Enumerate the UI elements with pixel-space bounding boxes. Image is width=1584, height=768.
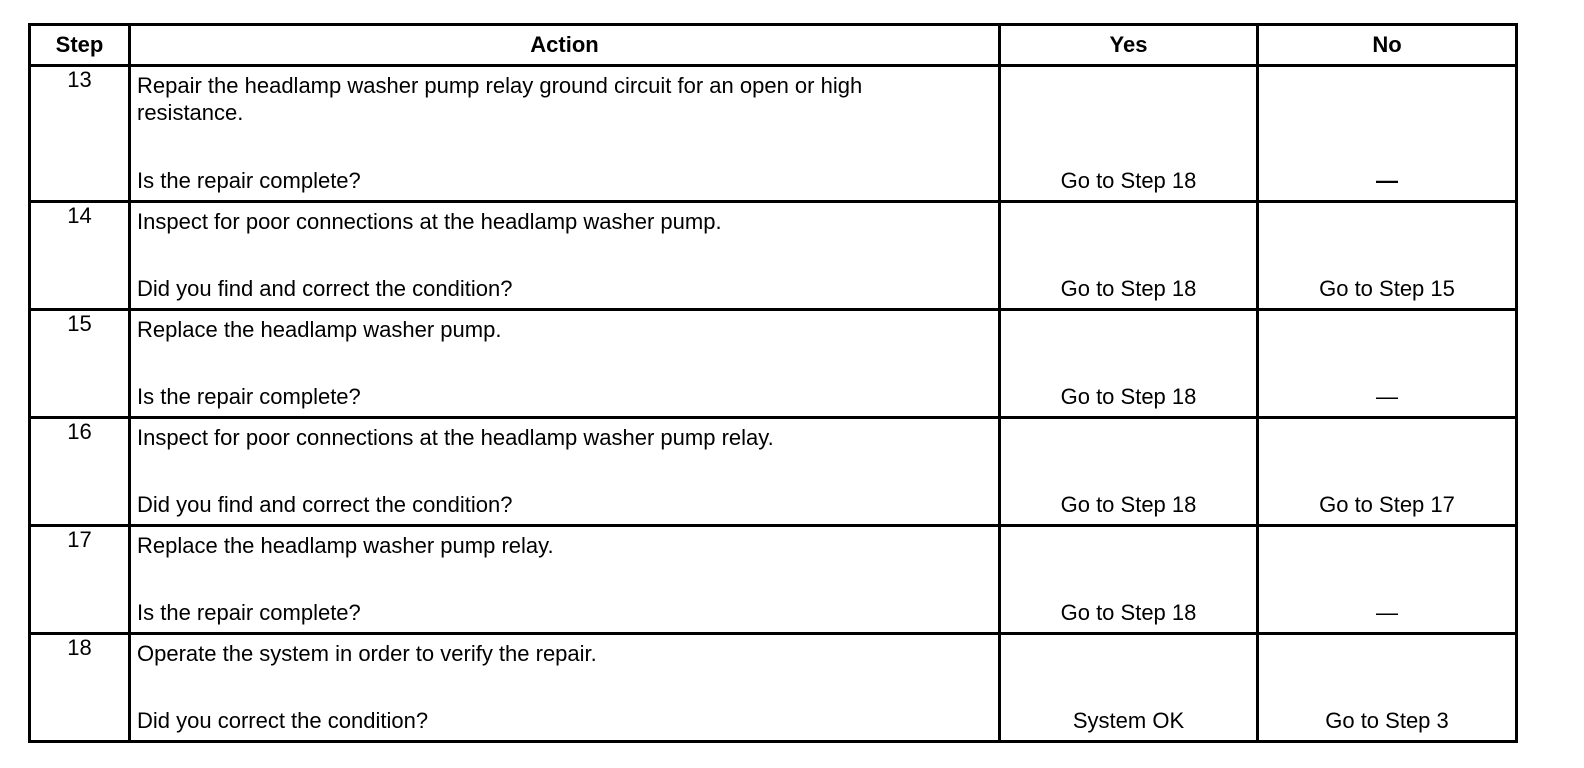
no-cell [1258, 66, 1517, 202]
header-row [30, 25, 1517, 66]
table-row [30, 202, 1517, 310]
yes-cell [1000, 310, 1258, 418]
yes-result: Go to Step 18 [1060, 168, 1197, 193]
action-cell [130, 418, 1000, 526]
yes-cell [1000, 526, 1258, 634]
yes-result: Go to Step 18 [1060, 276, 1197, 301]
header-no: No [1258, 25, 1517, 66]
yes-cell [1000, 418, 1258, 526]
header-yes: Yes [1000, 25, 1258, 66]
step-number: 13 [30, 66, 130, 202]
action-question: Did you find and correct the condition? [137, 276, 513, 301]
action-question: Is the repair complete? [137, 168, 361, 193]
yes-cell [1000, 634, 1258, 742]
yes-result: Go to Step 18 [1060, 384, 1197, 409]
action-question: Is the repair complete? [137, 384, 361, 409]
action-instruction: Operate the system in order to verify the repair. [137, 641, 597, 666]
no-result: — [1376, 600, 1398, 625]
yes-result: Go to Step 18 [1060, 492, 1197, 517]
no-result: Go to Step 3 [1325, 708, 1449, 733]
action-question: Is the repair complete? [137, 600, 361, 625]
no-cell [1258, 526, 1517, 634]
table-row [30, 526, 1517, 634]
no-result: — [1376, 384, 1398, 409]
table-row [30, 634, 1517, 742]
action-cell [130, 526, 1000, 634]
action-cell [130, 634, 1000, 742]
yes-result: Go to Step 18 [1060, 600, 1197, 625]
no-result: Go to Step 17 [1319, 492, 1455, 517]
action-question: Did you find and correct the condition? [137, 492, 513, 517]
yes-result: System OK [1072, 708, 1185, 733]
action-instruction: Inspect for poor connections at the headlamp washer pump. [137, 209, 722, 234]
no-result: Go to Step 15 [1319, 276, 1455, 301]
action-question: Did you correct the condition? [137, 708, 429, 733]
action-cell [130, 202, 1000, 310]
step-number: 17 [30, 526, 130, 634]
action-instruction: Replace the headlamp washer pump relay. [137, 533, 554, 558]
action-instruction: Replace the headlamp washer pump. [137, 317, 502, 342]
no-cell [1258, 202, 1517, 310]
no-cell [1258, 418, 1517, 526]
no-result: — [1376, 168, 1398, 193]
diagnostic-table [28, 23, 1518, 743]
action-instruction: Repair the headlamp washer pump relay ground circuit for an open or high resistance. [137, 73, 863, 125]
no-cell [1258, 310, 1517, 418]
action-instruction: Inspect for poor connections at the headlamp washer pump relay. [137, 425, 774, 450]
table-row [30, 66, 1517, 202]
yes-cell [1000, 202, 1258, 310]
table-row [30, 418, 1517, 526]
step-number: 14 [30, 202, 130, 310]
step-number: 18 [30, 634, 130, 742]
no-cell [1258, 634, 1517, 742]
header-step: Step [30, 25, 130, 66]
action-cell [130, 310, 1000, 418]
table-row [30, 310, 1517, 418]
header-action: Action [130, 25, 1000, 66]
step-number: 15 [30, 310, 130, 418]
yes-cell [1000, 66, 1258, 202]
action-cell [130, 66, 1000, 202]
step-number: 16 [30, 418, 130, 526]
